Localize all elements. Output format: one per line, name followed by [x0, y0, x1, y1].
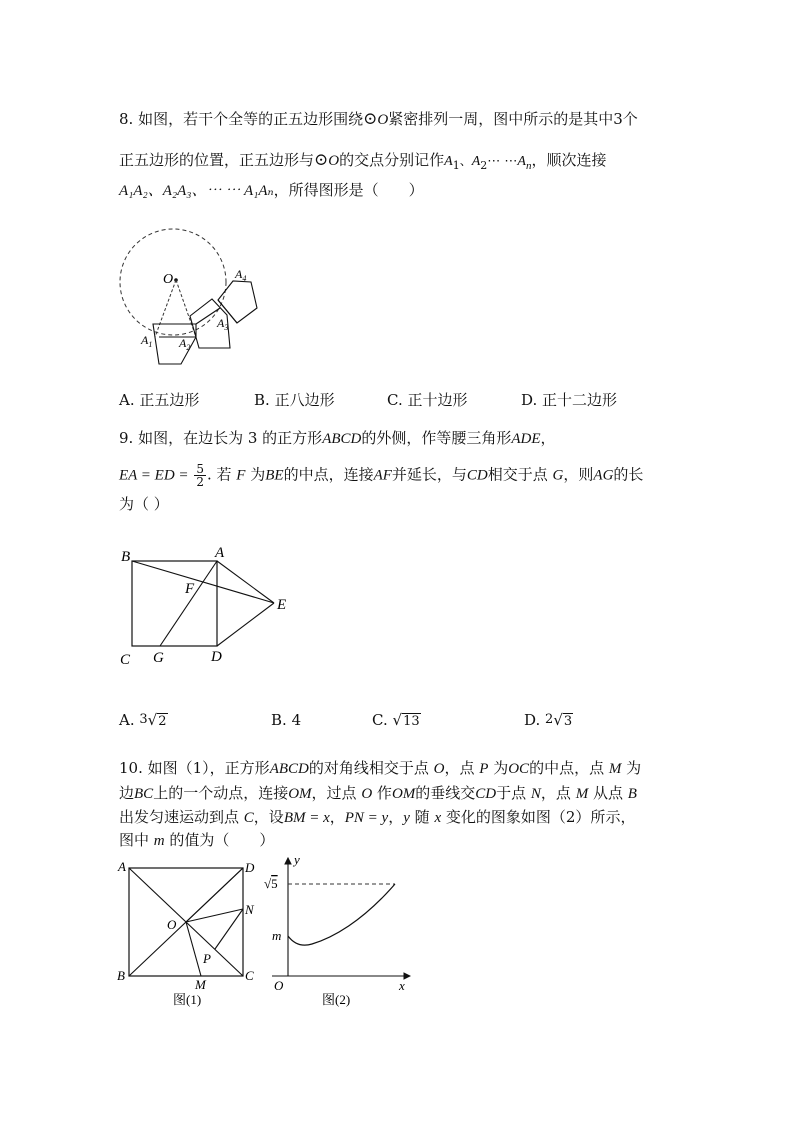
- q8-option-c[interactable]: C. 正十边形: [387, 391, 468, 409]
- label-F: F: [185, 581, 195, 597]
- label-m: m: [272, 928, 282, 943]
- q9-figure: [115, 543, 300, 668]
- label-A1: $A_1$: [141, 333, 153, 349]
- fraction: $\frac{5}{2}$: [196, 462, 204, 489]
- q8-line1: 8. 如图，若干个全等的正五边形围绕⊙O紧密排列一周，图中所示的是其中3个: [119, 109, 638, 129]
- q10-number: 10.: [119, 759, 143, 777]
- q10-figure-1: [115, 856, 265, 1011]
- label-y: y: [294, 852, 300, 867]
- label-N: N: [245, 902, 254, 917]
- label-x: x: [399, 978, 405, 993]
- label-C: C: [120, 652, 131, 668]
- q8-line3: A₁A₂、A₂A₃、⋯ ⋯ A₁Aₙ，所得图形是（ ）: [119, 181, 424, 199]
- label-sqrt5: √5: [264, 876, 278, 891]
- segment-de: [217, 603, 274, 646]
- label-A: A: [118, 859, 126, 874]
- q9-option-a[interactable]: A. 3√2: [119, 711, 167, 729]
- q10-figure-2: [262, 852, 422, 1012]
- label-D: D: [211, 649, 222, 665]
- q8-figure: [110, 220, 280, 370]
- q10-line4: 图中 m 的值为（ ）: [119, 831, 275, 849]
- segment-ae: [217, 561, 274, 603]
- caption-fig1: 图(1): [173, 992, 202, 1007]
- label-C: C: [245, 968, 254, 983]
- q9-line3: 为（ ）: [119, 495, 169, 513]
- q8-sequence: A₁A₂、A₂A₃、⋯ ⋯ A₁Aₙ: [119, 183, 274, 199]
- label-O: O: [163, 272, 174, 287]
- q9-option-c[interactable]: C. √13: [372, 711, 420, 729]
- sqrt-sign: √: [392, 711, 403, 729]
- segment-om: [186, 922, 201, 976]
- q9-number: 9.: [119, 429, 134, 447]
- label-B: B: [117, 968, 125, 983]
- label-O: O: [274, 978, 284, 993]
- circle-symbol: ⊙: [363, 109, 378, 129]
- label-G: G: [153, 650, 164, 666]
- label-O: O: [167, 917, 177, 932]
- label-D: D: [245, 860, 255, 875]
- q9-line1: 9. 如图，在边长为 3 的正方形ABCD的外侧，作等腰三角形ADE，: [119, 429, 556, 447]
- segment-ag: [160, 561, 217, 646]
- label-M: M: [195, 977, 206, 992]
- q8-option-d[interactable]: D. 正十二边形: [521, 391, 618, 409]
- label-A3: $A_3$: [217, 316, 229, 332]
- sqrt-sign: √: [147, 711, 158, 729]
- caption-fig2: 图(2): [322, 992, 351, 1007]
- segment-od: [186, 868, 243, 922]
- q10-line1: 10. 如图（1），正方形ABCD的对角线相交于点 O，点 P 为OC的中点，点 M 为: [119, 759, 642, 777]
- q10-line3: 出发匀速运动到点 C，设BM = x，PN = y，y 随 x 变化的图象如图（2）所示，: [119, 808, 636, 826]
- segment-pn: [215, 909, 243, 949]
- q8-number: 8.: [119, 110, 134, 128]
- q10-line2: 边BC上的一个动点，连接OM，过点 O 作OM的垂线交CD于点 N，点 M 从点 B: [119, 784, 637, 802]
- segment-on: [186, 909, 243, 922]
- ray-o-a1: [155, 280, 176, 337]
- function-curve: [288, 884, 395, 945]
- q9-option-d[interactable]: D. 2√3: [524, 711, 573, 729]
- q9-equation: EA = ED =: [119, 467, 189, 484]
- label-A4: $A_4$: [235, 267, 247, 283]
- q9-option-b[interactable]: B. 4: [271, 711, 302, 729]
- sqrt-sign: √: [553, 711, 563, 729]
- label-A: A: [215, 545, 225, 561]
- q8-line2: 正五边形的位置，正五边形与⊙O的交点分别记作$A_1$、$A_2\cdots$ $\cdots A_n$，顺次连接: [119, 150, 607, 172]
- label-E: E: [277, 597, 287, 613]
- label-P: P: [203, 951, 211, 966]
- label-B: B: [121, 549, 131, 565]
- q8-option-a[interactable]: A. 正五边形: [119, 391, 200, 409]
- label-A2: $A_2$: [179, 336, 191, 352]
- q8-option-b[interactable]: B. 正八边形: [254, 391, 335, 409]
- q9-line2: EA = ED = $\frac{5}{2}$ . 若 F 为BE的中点，连接AF并延长，与CD相交于点 G，则AG的长: [119, 462, 644, 489]
